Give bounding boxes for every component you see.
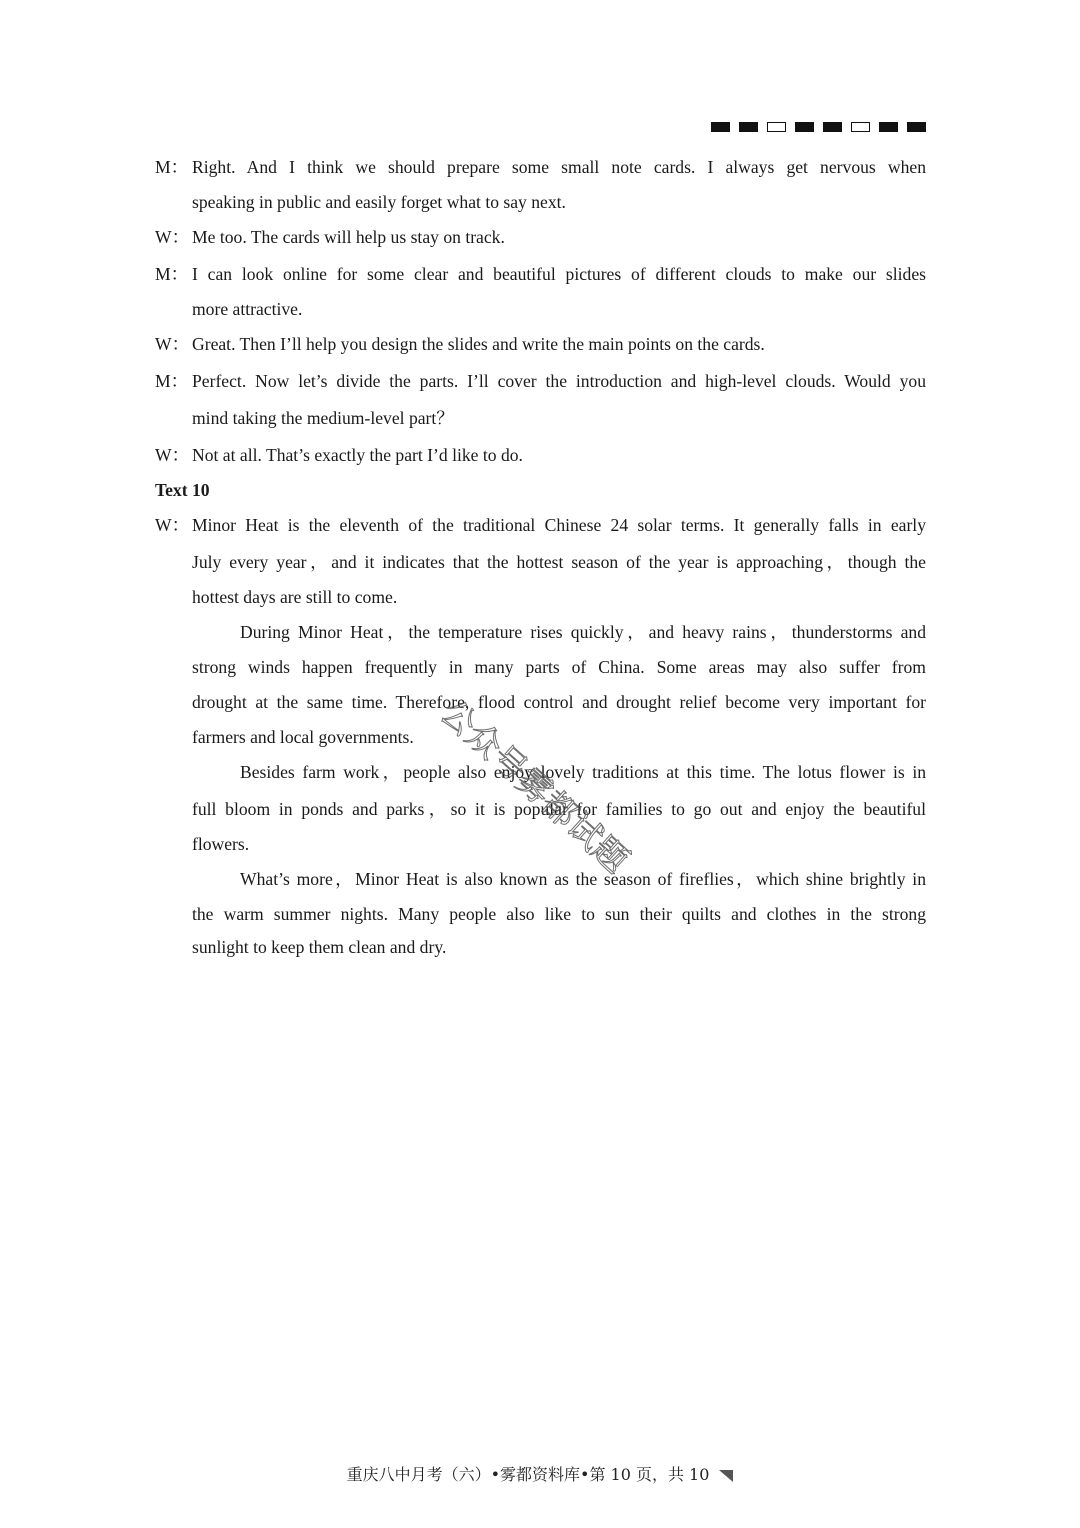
speaker-label: M：: [155, 264, 189, 284]
line-text: mind taking the medium-level part？: [192, 408, 454, 428]
line-text: drought at the same time. Therefore, flood control and drought relief become very important for: [192, 692, 926, 712]
line-text: I can look online for some clear and beautiful pictures of different clouds to make our slides: [192, 264, 926, 284]
line-text: more attractive.: [192, 299, 303, 319]
paragraph-line: [155, 827, 926, 862]
line-text: During Minor Heat，the temperature rises quickly，and heavy rains，thunderstorms and: [240, 622, 926, 642]
paragraph-line: [155, 930, 926, 965]
header-mark-hollow: [851, 122, 870, 132]
line-text: strong winds happen frequently in many parts of China. Some areas may also suffer from: [192, 657, 926, 677]
header-mark-filled: [795, 122, 814, 132]
line-text: What’s more，Minor Heat is also known as the season of fireflies，which shine brightly in: [240, 869, 926, 889]
header-mark-filled: [879, 122, 898, 132]
document-body: [155, 150, 926, 965]
line-text: the warm summer nights. Many people also like to sun their quilts and clothes in the strong: [192, 904, 926, 924]
paragraph-line: [155, 615, 926, 650]
speaker-label: M：: [155, 371, 189, 391]
speaker-label: M：: [155, 157, 189, 177]
speaker-label: W：: [155, 227, 190, 247]
paragraph-line: [155, 580, 926, 615]
footer-text: 重庆八中月考（六）•雾都资料库•第 10 页，共 10: [346, 1465, 710, 1484]
paragraph-line: [155, 897, 926, 932]
dialogue-line: [155, 401, 926, 436]
dialogue-line: [155, 185, 926, 220]
line-text: sunlight to keep them clean and dry.: [192, 937, 447, 957]
line-text: full bloom in ponds and parks，so it is popular for families to go out and enjoy the beautiful: [192, 799, 926, 819]
dialogue-line: [155, 364, 926, 399]
dialogue-line: [155, 327, 926, 362]
speaker-label: W：: [155, 515, 190, 535]
paragraph-line: [155, 508, 926, 543]
line-text: Right. And I think we should prepare some small note cards. I always get nervous when: [192, 157, 926, 177]
dialogue-line: [155, 292, 926, 327]
paragraph-line: [155, 720, 926, 755]
line-text: Great. Then I’ll help you design the slides and write the main points on the cards.: [192, 334, 765, 354]
line-text: Not at all. That’s exactly the part I’d like to do.: [192, 445, 523, 465]
line-text: Perfect. Now let’s divide the parts. I’ll cover the introduction and high-level clouds. Would you: [192, 371, 926, 391]
header-mark-filled: [739, 122, 758, 132]
header-marks: [711, 122, 926, 132]
watermark: 公众号雾都试题: [432, 692, 636, 882]
line-text: farmers and local governments.: [192, 727, 414, 747]
dialogue-line: [155, 257, 926, 292]
header-mark-hollow: [767, 122, 786, 132]
line-text: July every year，and it indicates that the hottest season of the year is approaching，though the: [192, 552, 926, 572]
paragraph-line: [155, 650, 926, 685]
speaker-label: W：: [155, 334, 190, 354]
line-text: flowers.: [192, 834, 250, 854]
paragraph-line: [155, 862, 926, 897]
page-corner-icon: [719, 1470, 733, 1482]
section-heading: Text 10: [155, 480, 210, 500]
paragraph-line: [155, 545, 926, 580]
header-mark-filled: [823, 122, 842, 132]
header-mark-filled: [711, 122, 730, 132]
line-text: speaking in public and easily forget what to say next.: [192, 192, 566, 212]
line-text: Me too. The cards will help us stay on track.: [192, 227, 505, 247]
dialogue-line: [155, 220, 926, 255]
speaker-label: W：: [155, 445, 190, 465]
header-mark-filled: [907, 122, 926, 132]
line-text: Minor Heat is the eleventh of the traditional Chinese 24 solar terms. It generally falls in early: [192, 515, 926, 535]
page-footer: [0, 1462, 1080, 1485]
dialogue-line: [155, 438, 926, 473]
dialogue-line: [155, 150, 926, 185]
line-text: hottest days are still to come.: [192, 587, 398, 607]
paragraph-line: [155, 685, 926, 720]
line-text: Besides farm work，people also enjoy lovely traditions at this time. The lotus flower is in: [240, 762, 926, 782]
